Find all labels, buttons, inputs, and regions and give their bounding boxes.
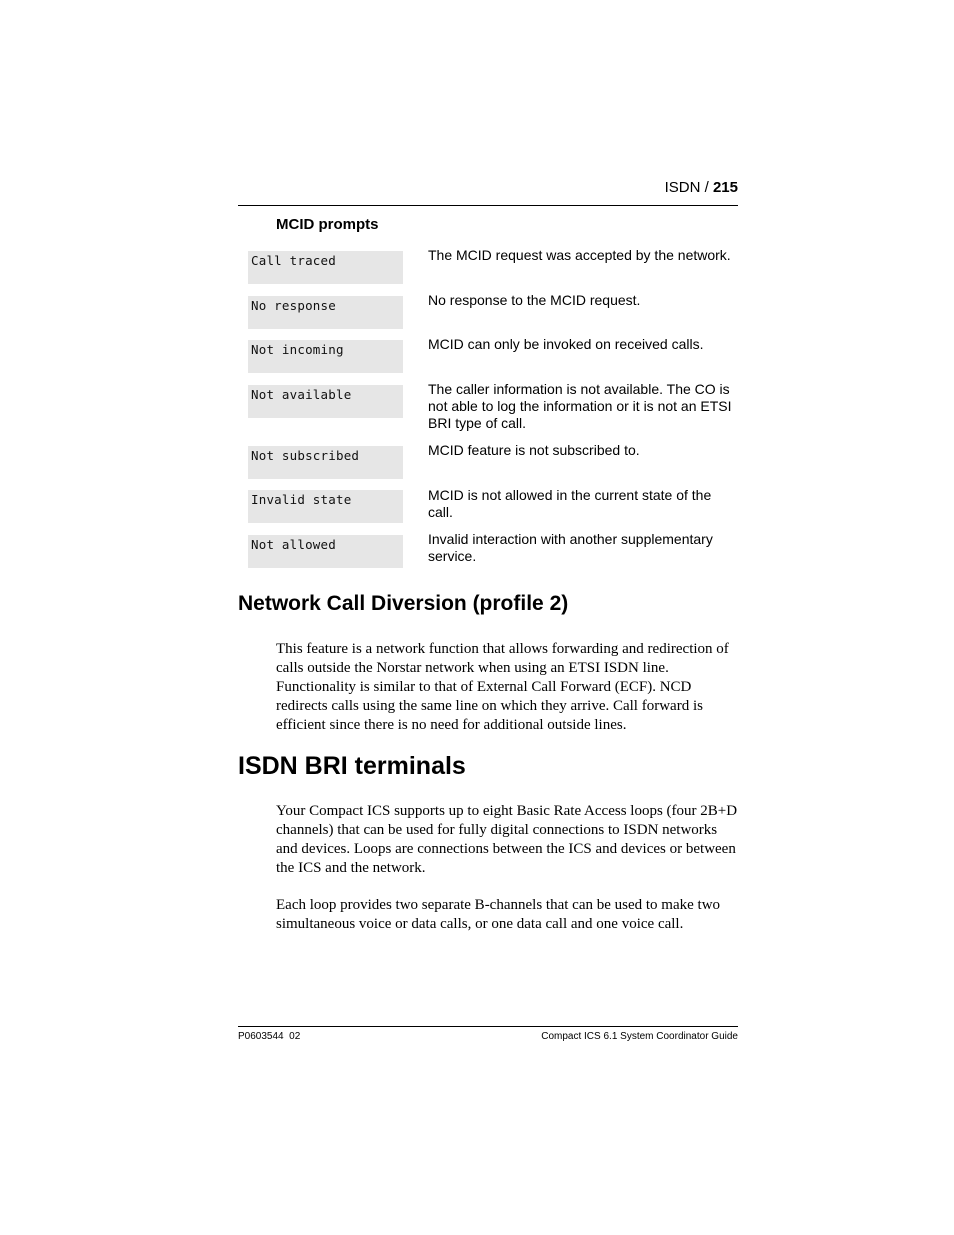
display-prompt-not-allowed <box>248 535 403 568</box>
display-text: Not subscribed <box>251 448 360 463</box>
header-rule <box>238 205 738 206</box>
footer-rule <box>238 1026 738 1027</box>
footer-doc-number: P0603544 02 <box>238 1031 301 1042</box>
display-text: No response <box>251 298 336 313</box>
display-prompt-call-traced <box>248 251 403 284</box>
header-separator: / <box>704 179 709 196</box>
bri-heading: ISDN BRI terminals <box>238 752 466 780</box>
display-prompt-not-available <box>248 385 403 418</box>
display-text: Not available <box>251 387 352 402</box>
ncd-heading: Network Call Diversion (profile 2) <box>238 592 569 615</box>
running-header <box>238 179 738 196</box>
bri-paragraph-1: Your Compact ICS supports up to eight Basic Rate Access loops (four 2B+D channels) that can be used for fully digital connections to ISDN networks and devices. Loops are connections between the ICS and devices or between the ICS and the network. <box>276 803 738 876</box>
display-text: Not incoming <box>251 342 344 357</box>
prompt-description: The MCID request was accepted by the network. <box>428 247 731 263</box>
display-prompt-not-subscribed <box>248 446 403 479</box>
bri-paragraph-2: Each loop provides two separate B-channels that can be used to make two simultaneous voice or data calls, or one data call and one voice call. <box>276 897 721 932</box>
display-text: Invalid state <box>251 492 352 507</box>
prompt-description: MCID can only be invoked on received calls. <box>428 336 704 352</box>
display-prompt-not-incoming <box>248 340 403 373</box>
prompt-description: MCID is not allowed in the current state of the call. <box>428 487 712 520</box>
display-prompt-invalid-state <box>248 490 403 523</box>
display-text: Call traced <box>251 253 336 268</box>
prompt-description: The caller information is not available. The CO is not able to log the information or it is not an ETSI BRI type of call. <box>428 381 732 431</box>
display-prompt-no-response <box>248 296 403 329</box>
display-text: Not allowed <box>251 537 336 552</box>
ncd-paragraph: This feature is a network function that allows forwarding and redirection of calls outside the Norstar network when using an ETSI ISDN line. Functionality is similar to that of External Call Forward (ECF). NCD redirects calls using the same line on which they arrive. Call forward is efficient since there is no need for additional outside lines. <box>276 641 729 733</box>
footer-guide-title: Compact ICS 6.1 System Coordinator Guide <box>541 1031 738 1042</box>
header-section: ISDN <box>664 179 701 196</box>
prompt-description: No response to the MCID request. <box>428 292 641 308</box>
prompt-description: Invalid interaction with another supplementary service. <box>428 531 713 564</box>
mcid-prompts-title: MCID prompts <box>276 216 379 233</box>
prompt-description: MCID feature is not subscribed to. <box>428 442 640 458</box>
page-number: 215 <box>712 179 738 196</box>
